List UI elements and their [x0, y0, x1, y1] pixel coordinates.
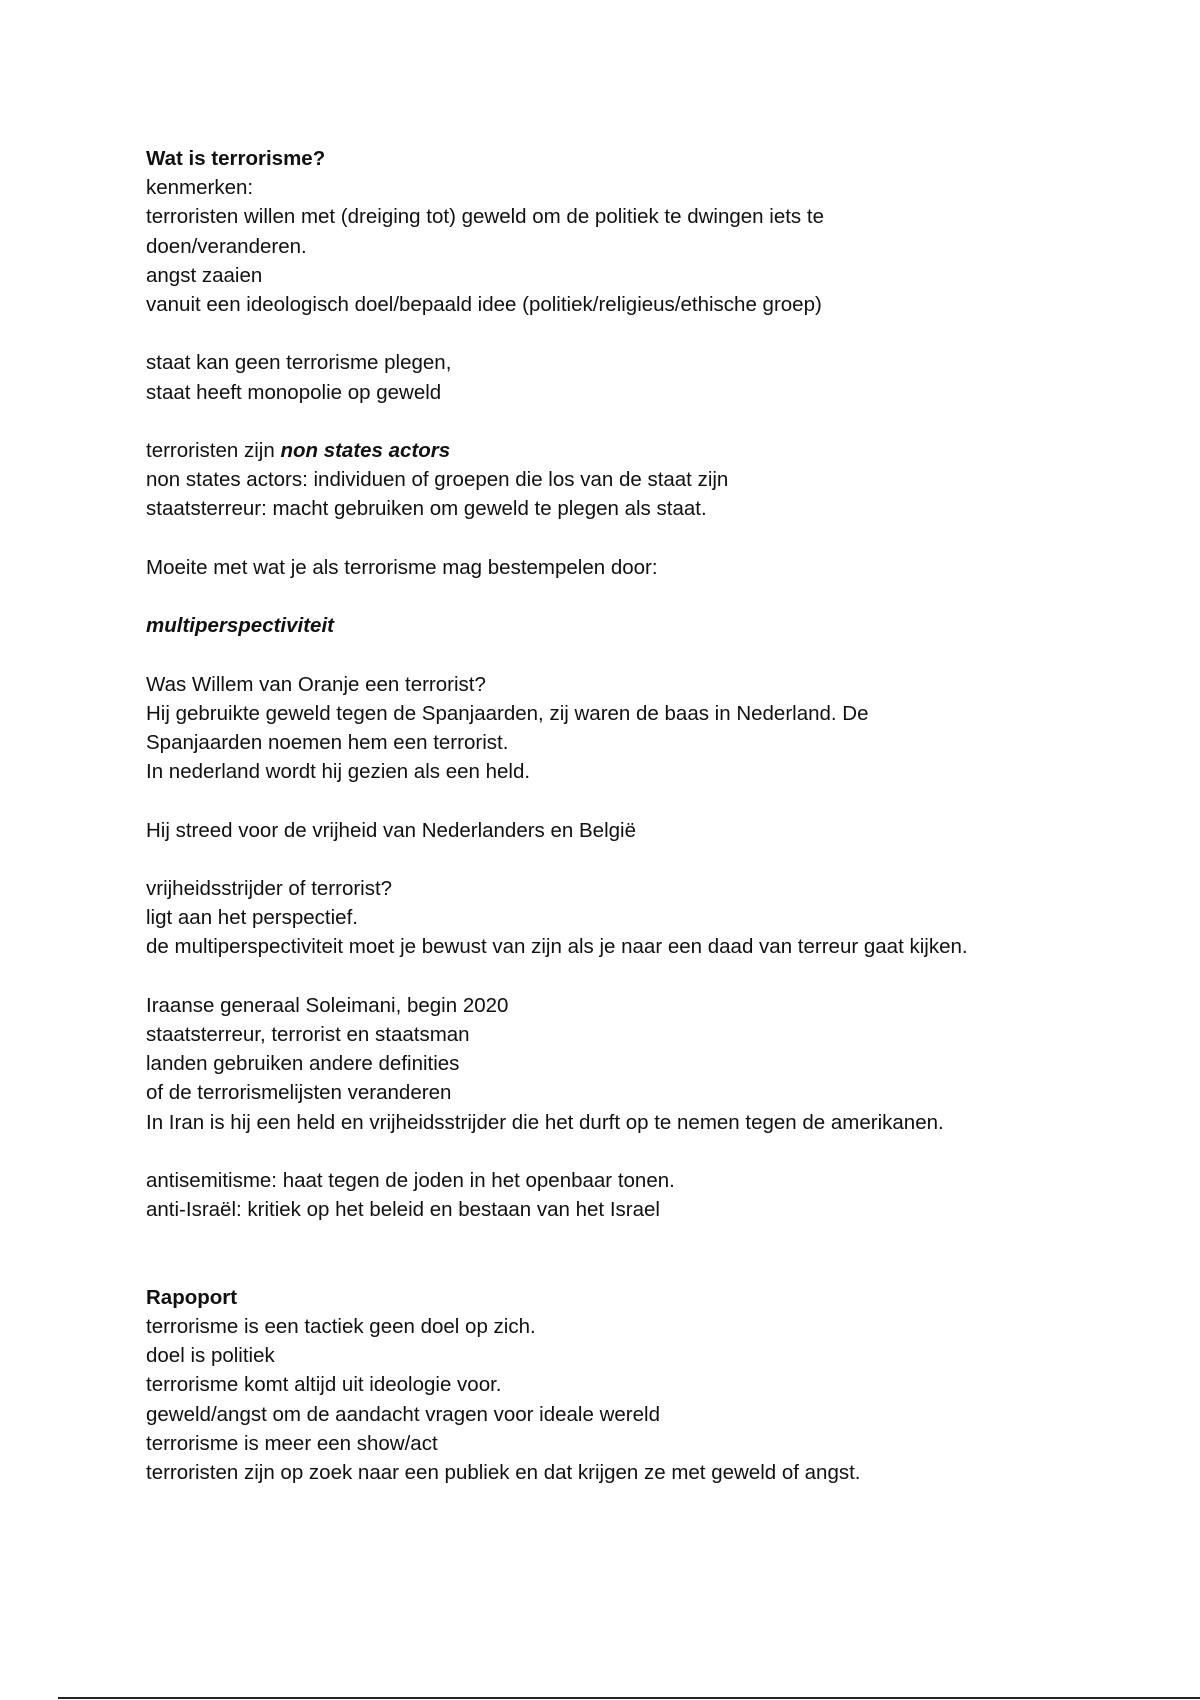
rapoport-line: terrorisme komt altijd uit ideologie voor. [146, 1373, 502, 1397]
vrijheid-line: ligt aan het perspectief. [146, 906, 358, 930]
vrijheid-line: vrijheidsstrijder of terrorist? [146, 876, 393, 900]
anti-line: anti-Israël: kritiek op het beleid en bestaan van het Israel [146, 1198, 660, 1222]
staat-line: staat heeft monopolie op geweld [146, 380, 442, 404]
actors-prefix: terroristen zijn [146, 439, 281, 462]
kenmerken-line: doen/veranderen. [146, 234, 307, 258]
actors-intro-line [146, 436, 1106, 465]
rapoport-line: terrorisme is meer een show/act [146, 1431, 438, 1455]
willem-line: Hij gebruikte geweld tegen de Spanjaarden, zij waren de baas in Nederland. De [146, 701, 869, 725]
spacer [146, 640, 1106, 669]
kenmerken-label: kenmerken: [146, 176, 254, 200]
staat-line: staat kan geen terrorisme plegen, [146, 351, 452, 375]
spacer [146, 962, 1106, 991]
kenmerken-line: terroristen willen met (dreiging tot) geweld om de politiek te dwingen iets te [146, 205, 824, 229]
spacer [146, 786, 1106, 815]
rapoport-line: terroristen zijn op zoek naar een publiek en dat krijgen ze met geweld of angst. [146, 1460, 861, 1484]
soleimani-line: In Iran is hij een held en vrijheidsstrijder die het durft op te nemen tegen de amerikanen. [146, 1110, 944, 1134]
soleimani-line: Iraanse generaal Soleimani, begin 2020 [146, 993, 509, 1017]
spacer [146, 1224, 1106, 1282]
actors-line: staatsterreur: macht gebruiken om geweld te plegen als staat. [146, 497, 707, 521]
spacer [146, 845, 1106, 874]
multiperspectiviteit-heading: multiperspectiviteit [146, 614, 334, 638]
anti-line: antisemitisme: haat tegen de joden in het openbaar tonen. [146, 1168, 675, 1192]
spacer [146, 407, 1106, 436]
section-heading-rapoport: Rapoport [146, 1285, 238, 1309]
soleimani-line: staatsterreur, terrorist en staatsman [146, 1022, 470, 1046]
section-heading-terrorisme: Wat is terrorisme? [146, 147, 326, 170]
spacer [146, 1137, 1106, 1166]
willem-line: Was Willem van Oranje een terrorist? [146, 672, 486, 696]
actors-line: non states actors: individuen of groepen die los van de staat zijn [146, 468, 729, 492]
soleimani-line: of de terrorismelijsten veranderen [146, 1081, 452, 1105]
spacer [146, 319, 1106, 348]
soleimani-line: landen gebruiken andere definities [146, 1052, 460, 1076]
rapoport-line: doel is politiek [146, 1344, 275, 1368]
footer-divider [58, 1697, 1200, 1699]
rapoport-line: geweld/angst om de aandacht vragen voor ideale wereld [146, 1402, 660, 1426]
vrijheid-line: de multiperspectiviteit moet je bewust van zijn als je naar een daad van terreur gaat kijken. [146, 935, 968, 959]
rapoport-line: terrorisme is een tactiek geen doel op zich. [146, 1314, 536, 1338]
willem-line: Spanjaarden noemen hem een terrorist. [146, 730, 509, 754]
streed-line: Hij streed voor de vrijheid van Nederlanders en België [146, 818, 636, 842]
willem-line: In nederland wordt hij gezien als een held. [146, 760, 531, 784]
kenmerken-line: angst zaaien [146, 263, 263, 287]
spacer [146, 582, 1106, 611]
spacer [146, 524, 1106, 553]
moeite-line: Moeite met wat je als terrorisme mag bestempelen door: [146, 555, 658, 579]
actors-term: non states actors [280, 439, 451, 462]
document-page [146, 144, 1106, 1487]
kenmerken-line: vanuit een ideologisch doel/bepaald idee (politiek/religieus/ethische groep) [146, 293, 822, 317]
